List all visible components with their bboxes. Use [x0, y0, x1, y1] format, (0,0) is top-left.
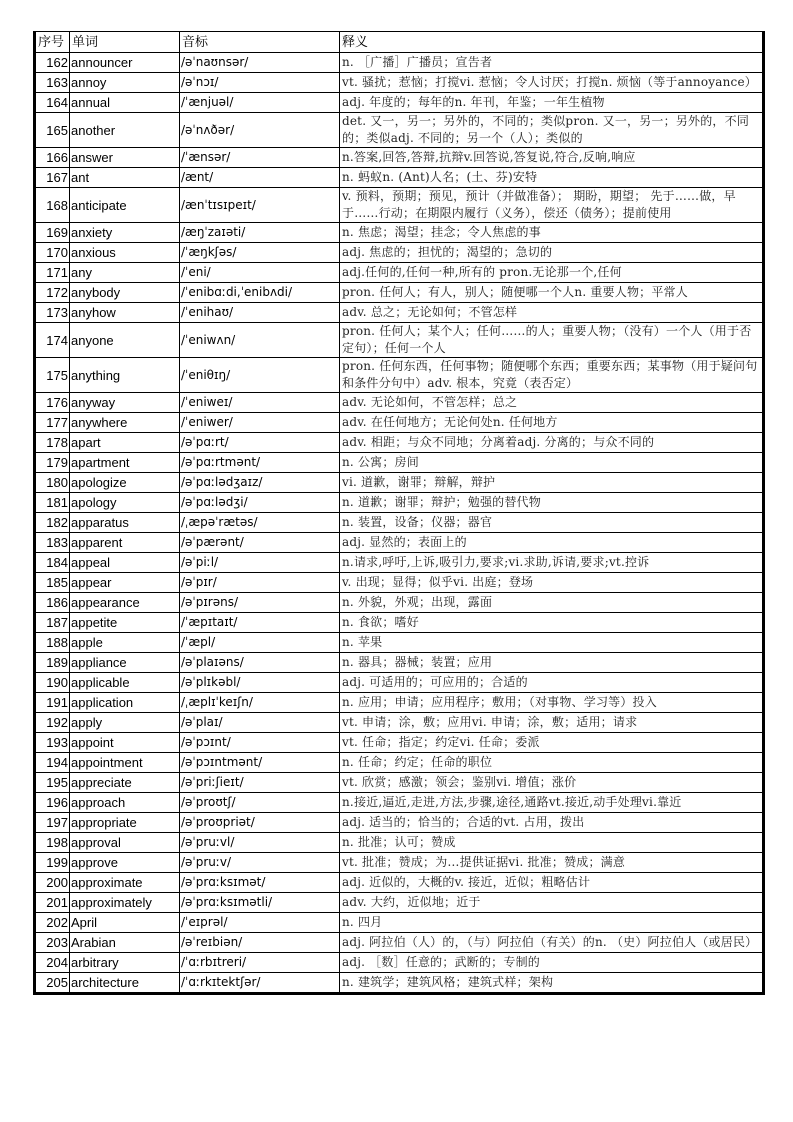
cell-definition: n. 苹果 — [340, 633, 763, 653]
cell-phonetic: /ˈeɪprəl/ — [180, 913, 340, 933]
cell-phonetic: /əˈpɔɪnt/ — [180, 733, 340, 753]
cell-word: approval — [70, 833, 180, 853]
cell-word: appointment — [70, 753, 180, 773]
cell-phonetic: /ˈæpl/ — [180, 633, 340, 653]
table-row — [36, 168, 763, 188]
cell-definition: adj. 可适用的；可应用的；合适的 — [340, 673, 763, 693]
cell-definition: vt. 批准；赞成；为…提供证据vi. 批准；赞成；满意 — [340, 853, 763, 873]
cell-phonetic: /əˈpɑːlədʒi/ — [180, 493, 340, 513]
cell-definition: vt. 骚扰；惹恼；打搅vi. 惹恼；令人讨厌；打搅n. 烦恼（等于annoyance） — [340, 73, 763, 93]
cell-word: answer — [70, 148, 180, 168]
table-row — [36, 283, 763, 303]
cell-number: 169 — [36, 223, 70, 243]
cell-word: Arabian — [70, 933, 180, 953]
cell-number: 179 — [36, 453, 70, 473]
cell-word: approximate — [70, 873, 180, 893]
table-row — [36, 713, 763, 733]
table-row — [36, 633, 763, 653]
cell-phonetic: /əˈplaɪəns/ — [180, 653, 340, 673]
cell-word: anxiety — [70, 223, 180, 243]
cell-definition: adj. 阿拉伯（人）的，（与）阿拉伯（有关）的n. （史）阿拉伯人（或居民） — [340, 933, 763, 953]
cell-number: 184 — [36, 553, 70, 573]
cell-phonetic: /ˌæpəˈrætəs/ — [180, 513, 340, 533]
table-row — [36, 753, 763, 773]
cell-phonetic: /əˈplɪkəbl/ — [180, 673, 340, 693]
cell-phonetic: /ˈænjuəl/ — [180, 93, 340, 113]
cell-phonetic: /ænt/ — [180, 168, 340, 188]
cell-word: anyone — [70, 323, 180, 358]
table-row — [36, 873, 763, 893]
cell-definition: n. 食欲；嗜好 — [340, 613, 763, 633]
cell-definition: adj. 年度的；每年的n. 年刊，年鉴；一年生植物 — [340, 93, 763, 113]
table-body — [36, 53, 763, 993]
cell-word: apart — [70, 433, 180, 453]
table-row — [36, 93, 763, 113]
cell-definition: n. 器具；器械；装置；应用 — [340, 653, 763, 673]
cell-definition: n. 批准；认可；赞成 — [340, 833, 763, 853]
cell-phonetic: /əˈpiːl/ — [180, 553, 340, 573]
cell-word: architecture — [70, 973, 180, 993]
table-row — [36, 553, 763, 573]
table-row — [36, 573, 763, 593]
cell-phonetic: /əˈproʊpriət/ — [180, 813, 340, 833]
cell-number: 165 — [36, 113, 70, 148]
cell-word: apparent — [70, 533, 180, 553]
cell-definition: n. 装置，设备；仪器；器官 — [340, 513, 763, 533]
cell-phonetic: /əˈnʌðər/ — [180, 113, 340, 148]
cell-definition: n. 焦虑；渴望；挂念；令人焦虑的事 — [340, 223, 763, 243]
cell-definition: adj.任何的,任何一种,所有的 pron.无论那一个,任何 — [340, 263, 763, 283]
header-phonetic: 音标 — [180, 32, 340, 53]
table-row — [36, 613, 763, 633]
table-row — [36, 243, 763, 263]
vocabulary-table — [35, 31, 763, 993]
cell-number: 166 — [36, 148, 70, 168]
cell-number: 170 — [36, 243, 70, 263]
cell-word: appearance — [70, 593, 180, 613]
cell-phonetic: /əˈreɪbiən/ — [180, 933, 340, 953]
cell-number: 183 — [36, 533, 70, 553]
vocabulary-sheet — [33, 31, 765, 995]
table-row — [36, 813, 763, 833]
cell-number: 204 — [36, 953, 70, 973]
cell-number: 202 — [36, 913, 70, 933]
table-row — [36, 773, 763, 793]
cell-number: 180 — [36, 473, 70, 493]
table-row — [36, 733, 763, 753]
table-row — [36, 433, 763, 453]
cell-phonetic: /əˈproʊtʃ/ — [180, 793, 340, 813]
table-row — [36, 453, 763, 473]
cell-definition: vi. 道歉，谢罪；辩解，辩护 — [340, 473, 763, 493]
cell-phonetic: /ˈeniweɪ/ — [180, 393, 340, 413]
cell-definition: n. ［广播］广播员；宣告者 — [340, 53, 763, 73]
cell-number: 171 — [36, 263, 70, 283]
cell-word: anywhere — [70, 413, 180, 433]
table-row — [36, 933, 763, 953]
cell-word: application — [70, 693, 180, 713]
cell-definition: adv. 大约，近似地；近于 — [340, 893, 763, 913]
cell-word: apartment — [70, 453, 180, 473]
cell-word: apology — [70, 493, 180, 513]
cell-definition: n. 道歉；谢罪；辩护；勉强的替代物 — [340, 493, 763, 513]
cell-definition: n. 四月 — [340, 913, 763, 933]
cell-word: appreciate — [70, 773, 180, 793]
cell-number: 176 — [36, 393, 70, 413]
cell-phonetic: /ˈeni/ — [180, 263, 340, 283]
cell-phonetic: /ˈænsər/ — [180, 148, 340, 168]
cell-phonetic: /əˈpɑːrtmənt/ — [180, 453, 340, 473]
cell-word: approve — [70, 853, 180, 873]
cell-definition: adj. ［数］任意的；武断的；专制的 — [340, 953, 763, 973]
cell-word: apologize — [70, 473, 180, 493]
cell-definition: vt. 欣赏；感激；领会；鉴别vi. 增值；涨价 — [340, 773, 763, 793]
cell-number: 177 — [36, 413, 70, 433]
cell-number: 199 — [36, 853, 70, 873]
table-row — [36, 533, 763, 553]
cell-phonetic: /ænˈtɪsɪpeɪt/ — [180, 188, 340, 223]
table-row — [36, 673, 763, 693]
table-row — [36, 413, 763, 433]
table-row — [36, 913, 763, 933]
cell-definition: adv. 在任何地方；无论何处n. 任何地方 — [340, 413, 763, 433]
cell-definition: n. 应用；申请；应用程序；敷用；（对事物、学习等）投入 — [340, 693, 763, 713]
cell-phonetic: /əˈpɔɪntmənt/ — [180, 753, 340, 773]
cell-definition: adv. 总之；无论如何；不管怎样 — [340, 303, 763, 323]
cell-number: 194 — [36, 753, 70, 773]
cell-definition: n.答案,回答,答辩,抗辩v.回答说,答复说,符合,反响,响应 — [340, 148, 763, 168]
cell-number: 201 — [36, 893, 70, 913]
cell-definition: v. 出现；显得；似乎vi. 出庭；登场 — [340, 573, 763, 593]
table-row — [36, 73, 763, 93]
table-header-row — [36, 32, 763, 53]
cell-number: 187 — [36, 613, 70, 633]
cell-phonetic: /ˈeniwer/ — [180, 413, 340, 433]
cell-phonetic: /əˈpɑːlədʒaɪz/ — [180, 473, 340, 493]
cell-phonetic: /əˈpruːv/ — [180, 853, 340, 873]
cell-number: 195 — [36, 773, 70, 793]
cell-number: 182 — [36, 513, 70, 533]
cell-phonetic: /ˈenihaʊ/ — [180, 303, 340, 323]
cell-phonetic: /əˈpɑːrt/ — [180, 433, 340, 453]
cell-phonetic: /æŋˈzaɪəti/ — [180, 223, 340, 243]
table-row — [36, 473, 763, 493]
table-row — [36, 188, 763, 223]
cell-word: anxious — [70, 243, 180, 263]
cell-word: arbitrary — [70, 953, 180, 973]
cell-phonetic: /ˈenibɑːdi,ˈenibʌdi/ — [180, 283, 340, 303]
table-row — [36, 653, 763, 673]
cell-phonetic: /əˈpruːvl/ — [180, 833, 340, 853]
table-row — [36, 953, 763, 973]
cell-word: anybody — [70, 283, 180, 303]
cell-word: any — [70, 263, 180, 283]
cell-phonetic: /əˈpriːʃieɪt/ — [180, 773, 340, 793]
cell-word: appliance — [70, 653, 180, 673]
cell-definition: n.接近,逼近,走进,方法,步骤,途径,通路vt.接近,动手处理vi.靠近 — [340, 793, 763, 813]
cell-word: applicable — [70, 673, 180, 693]
cell-word: approach — [70, 793, 180, 813]
cell-number: 205 — [36, 973, 70, 993]
cell-definition: pron. 任何人；有人，别人；随便哪一个人n. 重要人物；平常人 — [340, 283, 763, 303]
table-row — [36, 973, 763, 993]
cell-definition: adj. 显然的；表面上的 — [340, 533, 763, 553]
cell-word: appropriate — [70, 813, 180, 833]
table-row — [36, 323, 763, 358]
cell-number: 197 — [36, 813, 70, 833]
cell-phonetic: /əˈnɔɪ/ — [180, 73, 340, 93]
cell-definition: vt. 任命；指定；约定vi. 任命；委派 — [340, 733, 763, 753]
cell-number: 186 — [36, 593, 70, 613]
cell-word: approximately — [70, 893, 180, 913]
cell-definition: pron. 任何人；某个人；任何……的人；重要人物；（没有）一个人（用于否定句）；任何一个人 — [340, 323, 763, 358]
header-word: 单词 — [70, 32, 180, 53]
cell-definition: n. 公寓；房间 — [340, 453, 763, 473]
cell-definition: adj. 焦虑的；担忧的；渴望的；急切的 — [340, 243, 763, 263]
cell-definition: n. 蚂蚁n. (Ant)人名；(土、芬)安特 — [340, 168, 763, 188]
cell-number: 191 — [36, 693, 70, 713]
cell-phonetic: /ˈæpɪtaɪt/ — [180, 613, 340, 633]
cell-word: anyhow — [70, 303, 180, 323]
cell-number: 178 — [36, 433, 70, 453]
cell-phonetic: /ˈɑːrkɪtektʃər/ — [180, 973, 340, 993]
cell-number: 164 — [36, 93, 70, 113]
table-row — [36, 223, 763, 243]
cell-number: 173 — [36, 303, 70, 323]
cell-phonetic: /ˈeniwʌn/ — [180, 323, 340, 358]
cell-definition: adj. 近似的，大概的v. 接近，近似；粗略估计 — [340, 873, 763, 893]
cell-definition: v. 预料，预期；预见，预计（并做准备）； 期盼，期望； 先于……做，早于……行动；在期限内履行（义务），偿还（债务）；提前使用 — [340, 188, 763, 223]
cell-phonetic: /əˈprɑːksɪmətli/ — [180, 893, 340, 913]
cell-word: announcer — [70, 53, 180, 73]
cell-phonetic: /əˈnaʊnsər/ — [180, 53, 340, 73]
cell-word: appeal — [70, 553, 180, 573]
cell-word: April — [70, 913, 180, 933]
cell-definition: vt. 申请；涂，敷；应用vi. 申请；涂，敷；适用；请求 — [340, 713, 763, 733]
cell-word: apple — [70, 633, 180, 653]
cell-word: another — [70, 113, 180, 148]
table-row — [36, 693, 763, 713]
table-row — [36, 263, 763, 283]
cell-phonetic: /əˈpɪrəns/ — [180, 593, 340, 613]
cell-phonetic: /əˈpærənt/ — [180, 533, 340, 553]
cell-definition: det. 又一，另一；另外的，不同的；类似pron. 又一，另一；另外的，不同的；类似adj. 不同的；另一个（人）；类似的 — [340, 113, 763, 148]
cell-word: anticipate — [70, 188, 180, 223]
cell-word: apparatus — [70, 513, 180, 533]
table-row — [36, 893, 763, 913]
cell-number: 203 — [36, 933, 70, 953]
cell-definition: n.请求,呼吁,上诉,吸引力,要求;vi.求助,诉请,要求;vt.控诉 — [340, 553, 763, 573]
table-row — [36, 148, 763, 168]
cell-word: anything — [70, 358, 180, 393]
cell-word: apply — [70, 713, 180, 733]
table-row — [36, 853, 763, 873]
table-row — [36, 513, 763, 533]
cell-phonetic: /ˈeniθɪŋ/ — [180, 358, 340, 393]
cell-number: 163 — [36, 73, 70, 93]
cell-word: appetite — [70, 613, 180, 633]
cell-number: 172 — [36, 283, 70, 303]
cell-phonetic: /əˈpɪr/ — [180, 573, 340, 593]
header-number: 序号 — [36, 32, 70, 53]
cell-number: 168 — [36, 188, 70, 223]
cell-number: 192 — [36, 713, 70, 733]
cell-number: 188 — [36, 633, 70, 653]
cell-word: ant — [70, 168, 180, 188]
header-definition: 释义 — [340, 32, 763, 53]
cell-phonetic: /əˈprɑːksɪmət/ — [180, 873, 340, 893]
table-row — [36, 53, 763, 73]
cell-number: 174 — [36, 323, 70, 358]
cell-definition: n. 外貌，外观；出现，露面 — [340, 593, 763, 613]
cell-number: 193 — [36, 733, 70, 753]
cell-number: 167 — [36, 168, 70, 188]
cell-phonetic: /ˌæplɪˈkeɪʃn/ — [180, 693, 340, 713]
cell-definition: n. 建筑学；建筑风格；建筑式样；架构 — [340, 973, 763, 993]
cell-phonetic: /ˈæŋkʃəs/ — [180, 243, 340, 263]
table-row — [36, 393, 763, 413]
cell-word: annual — [70, 93, 180, 113]
table-row — [36, 358, 763, 393]
cell-phonetic: /əˈplaɪ/ — [180, 713, 340, 733]
cell-number: 198 — [36, 833, 70, 853]
cell-number: 200 — [36, 873, 70, 893]
table-row — [36, 793, 763, 813]
cell-word: appear — [70, 573, 180, 593]
cell-definition: adv. 无论如何，不管怎样；总之 — [340, 393, 763, 413]
cell-phonetic: /ˈɑːrbɪtreri/ — [180, 953, 340, 973]
table-row — [36, 113, 763, 148]
cell-definition: n. 任命；约定；任命的职位 — [340, 753, 763, 773]
table-row — [36, 303, 763, 323]
cell-number: 189 — [36, 653, 70, 673]
table-row — [36, 593, 763, 613]
cell-number: 181 — [36, 493, 70, 513]
cell-number: 185 — [36, 573, 70, 593]
cell-number: 175 — [36, 358, 70, 393]
cell-definition: pron. 任何东西，任何事物；随便哪个东西；重要东西；某事物（用于疑问句和条件分句中）adv. 根本，究竟（表否定） — [340, 358, 763, 393]
cell-number: 196 — [36, 793, 70, 813]
cell-number: 162 — [36, 53, 70, 73]
cell-number: 190 — [36, 673, 70, 693]
cell-word: annoy — [70, 73, 180, 93]
table-row — [36, 833, 763, 853]
table-row — [36, 493, 763, 513]
cell-word: appoint — [70, 733, 180, 753]
cell-definition: adj. 适当的；恰当的；合适的vt. 占用，拨出 — [340, 813, 763, 833]
cell-definition: adv. 相距；与众不同地；分离着adj. 分离的；与众不同的 — [340, 433, 763, 453]
cell-word: anyway — [70, 393, 180, 413]
